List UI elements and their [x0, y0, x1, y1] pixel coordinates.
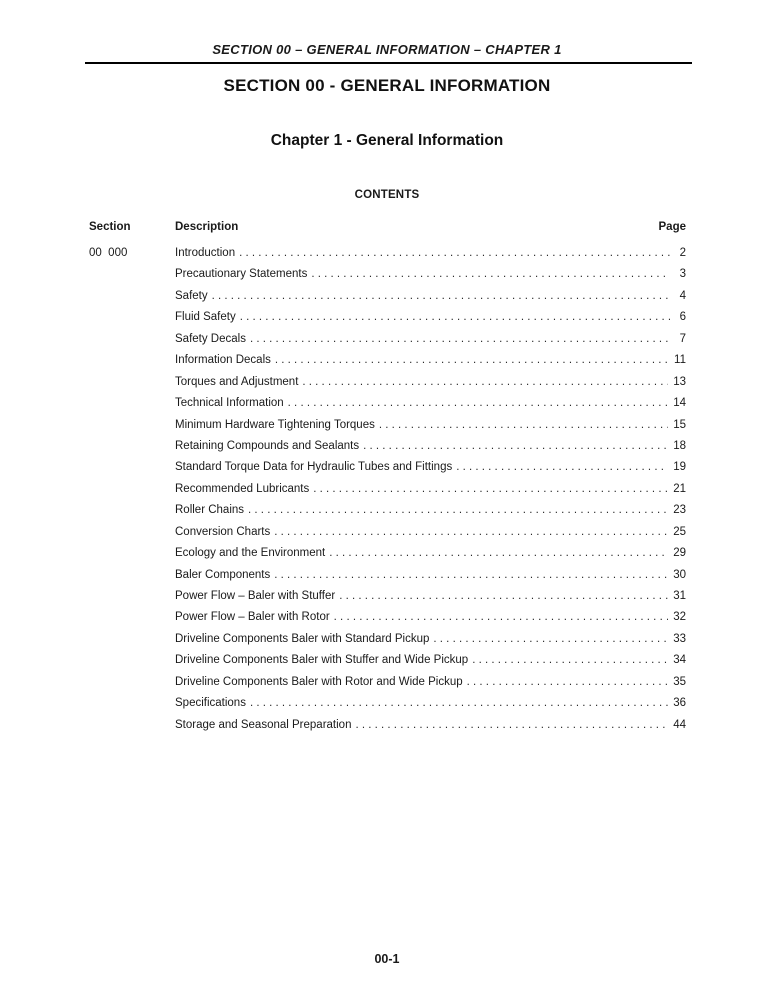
toc-dot-leader [379, 415, 668, 436]
toc-dot-leader [250, 693, 668, 714]
toc-row [85, 629, 686, 650]
toc-dot-leader [433, 629, 668, 650]
toc-dot-leader [240, 307, 670, 328]
toc-entry-title: Introduction [175, 247, 236, 259]
toc-entry-title: Standard Torque Data for Hydraulic Tubes and Fittings [175, 461, 453, 474]
header-rule [85, 62, 692, 64]
toc-dot-leader [275, 350, 669, 371]
toc-dot-leader [329, 543, 668, 564]
toc-dot-leader [274, 522, 668, 543]
toc-row [85, 329, 686, 350]
toc-row [85, 307, 686, 328]
toc-entry-title: Driveline Components Baler with Stuffer and Wide Pickup [175, 654, 469, 667]
toc-entry-page-number: 15 [673, 418, 686, 431]
toc-row [85, 372, 686, 393]
toc-entry-page-number: 35 [673, 675, 686, 688]
toc-entry-title: Information Decals [175, 354, 271, 367]
toc-row [85, 436, 686, 457]
toc-row [85, 243, 686, 264]
toc-entry-page-number: 14 [673, 397, 686, 410]
toc-entry-page-number: 33 [673, 632, 686, 645]
footer-page-number: 00-1 [374, 952, 400, 966]
toc-entry-page-number: 13 [673, 375, 686, 388]
toc-dot-leader [456, 457, 668, 478]
toc-entry-page-number: 11 [674, 354, 686, 367]
toc-row [85, 457, 686, 478]
toc-dot-leader [239, 243, 670, 264]
toc-entry-page-number: 21 [673, 482, 686, 495]
toc-dot-leader [311, 264, 670, 285]
contents-heading: CONTENTS [354, 189, 420, 201]
toc-row [85, 393, 686, 414]
toc-row [85, 500, 686, 521]
toc-entry-title: Driveline Components Baler with Standard Pickup [175, 632, 430, 645]
toc-dot-leader [313, 479, 668, 500]
toc-entry-title: Precautionary Statements [175, 268, 308, 281]
toc-header-row [85, 220, 686, 243]
toc-row [85, 479, 686, 500]
toc-row [85, 286, 686, 307]
toc-entry-page-number: 18 [673, 439, 686, 452]
toc-row [85, 672, 686, 693]
toc-entry-title: Recommended Lubricants [175, 482, 310, 495]
toc-dot-leader [274, 565, 668, 586]
toc-row [85, 415, 686, 436]
toc-dot-leader [248, 500, 668, 521]
toc-column-header-page: Page [658, 221, 686, 233]
section-title: SECTION 00 - GENERAL INFORMATION [223, 76, 551, 95]
toc-entry-title: Baler Components [175, 568, 271, 581]
table-of-contents [85, 220, 686, 736]
toc-entry-page-number: 34 [673, 654, 686, 667]
toc-row [85, 543, 686, 564]
toc-entry-page-number: 44 [673, 718, 686, 731]
toc-dot-leader [467, 672, 669, 693]
toc-row [85, 350, 686, 371]
toc-entry-page-number: 36 [673, 697, 686, 710]
toc-list [85, 243, 686, 736]
toc-dot-leader [339, 586, 668, 607]
toc-entry-title: Torques and Adjustment [175, 375, 299, 388]
toc-entry-page-number: 3 [679, 268, 686, 281]
toc-row [85, 522, 686, 543]
toc-entry-page-number: 31 [673, 590, 686, 602]
toc-row [85, 715, 686, 736]
toc-entry-title: Conversion Charts [175, 525, 271, 538]
toc-dot-leader [288, 393, 669, 414]
chapter-title: Chapter 1 - General Information [270, 132, 504, 149]
toc-row [85, 607, 686, 628]
toc-entry-title: Safety [175, 289, 208, 302]
toc-entry-title: Safety Decals [175, 332, 246, 345]
toc-entry-title: Power Flow – Baler with Rotor [175, 611, 330, 624]
toc-entry-page-number: 23 [673, 504, 686, 517]
toc-entry-title: Roller Chains [175, 504, 245, 517]
toc-entry-title: Ecology and the Environment [175, 547, 326, 560]
toc-entry-page-number: 19 [673, 461, 686, 474]
toc-entry-page-number: 2 [679, 247, 686, 259]
toc-entry-title: Fluid Safety [175, 311, 236, 324]
toc-entry-page-number: 6 [679, 311, 686, 324]
toc-dot-leader [212, 286, 670, 307]
toc-entry-title: Driveline Components Baler with Rotor and Wide Pickup [175, 675, 463, 688]
toc-row [85, 565, 686, 586]
toc-entry-page-number: 32 [673, 611, 686, 624]
toc-entry-page-number: 29 [673, 547, 686, 560]
toc-dot-leader [355, 715, 668, 736]
toc-dot-leader [250, 329, 670, 350]
toc-section-code: 00 000 [89, 247, 128, 259]
toc-dot-leader [472, 650, 668, 671]
toc-entry-page-number: 30 [673, 568, 686, 581]
toc-row [85, 264, 686, 285]
toc-entry-page-number: 7 [679, 332, 686, 345]
toc-dot-leader [363, 436, 668, 457]
toc-entry-title: Specifications [175, 697, 246, 710]
toc-entry-title: Minimum Hardware Tightening Torques [175, 418, 375, 431]
toc-row [85, 650, 686, 671]
toc-dot-leader [334, 607, 669, 628]
toc-dot-leader [302, 372, 668, 393]
toc-entry-page-number: 4 [679, 289, 686, 302]
toc-entry-title: Power Flow – Baler with Stuffer [175, 590, 336, 602]
toc-entry-title: Technical Information [175, 397, 284, 410]
running-header: SECTION 00 – GENERAL INFORMATION – CHAPTER 1 [212, 42, 562, 57]
toc-row [85, 586, 686, 607]
toc-column-header-description: Description [175, 221, 239, 233]
toc-entry-title: Storage and Seasonal Preparation [175, 718, 352, 731]
toc-entry-title: Retaining Compounds and Sealants [175, 439, 360, 452]
toc-entry-page-number: 25 [673, 525, 686, 538]
toc-row [85, 693, 686, 714]
toc-column-header-section: Section [89, 221, 131, 233]
